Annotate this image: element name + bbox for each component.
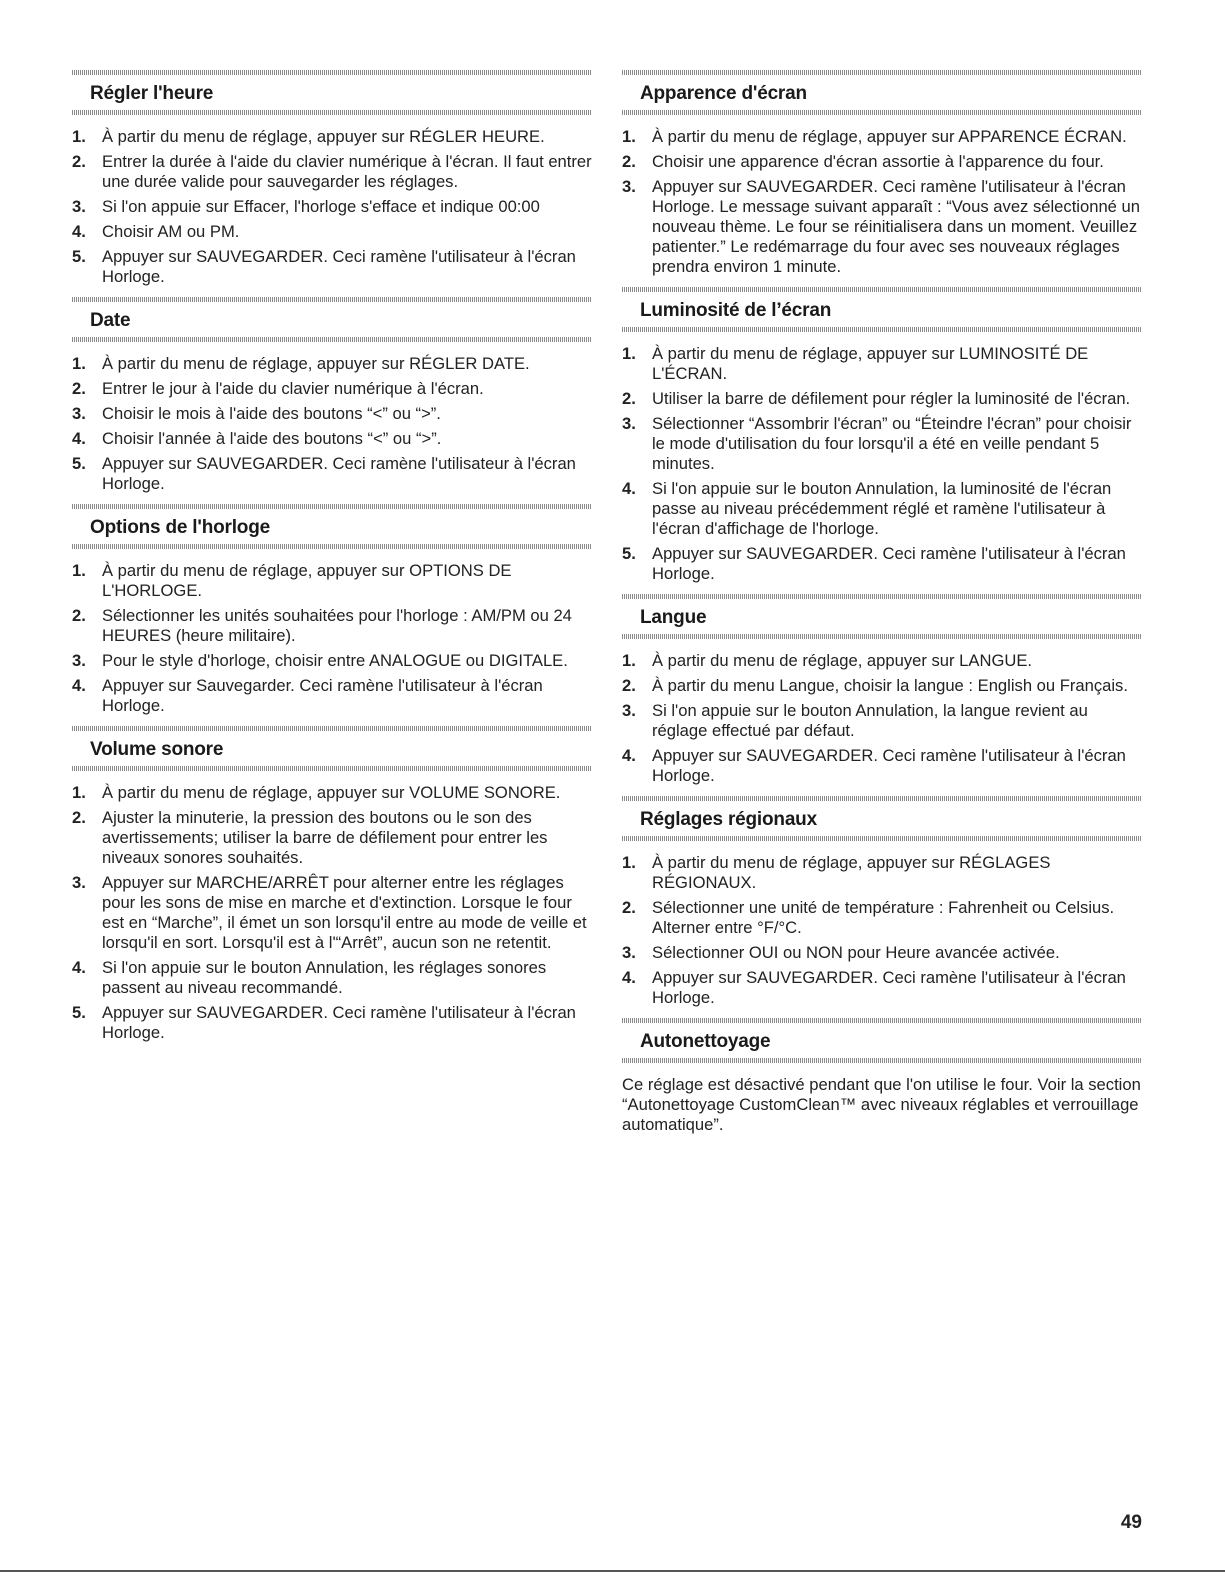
- step-number: 1.: [72, 561, 86, 580]
- step-text: Utiliser la barre de défilement pour régler la luminosité de l'écran.: [652, 389, 1131, 408]
- right-column: [622, 70, 1142, 1145]
- step-text: Appuyer sur SAUVEGARDER. Ceci ramène l'utilisateur à l'écran Horloge.: [102, 454, 576, 493]
- step-item: [72, 127, 592, 147]
- step-number: 3.: [72, 651, 86, 670]
- step-number: 4.: [622, 479, 636, 498]
- step-item: [72, 429, 592, 449]
- step-item: [622, 968, 1142, 1008]
- step-number: 4.: [72, 676, 86, 695]
- section-volume-sonore: [72, 726, 592, 1043]
- step-text: Entrer le jour à l'aide du clavier numérique à l'écran.: [102, 379, 484, 398]
- step-number: 3.: [622, 177, 636, 196]
- step-text: Ajuster la minuterie, la pression des boutons ou le son des avertissements; utiliser la barre de défilement pour entrer les niveaux sonores souhaités.: [102, 808, 548, 867]
- section-heading: Volume sonore: [90, 739, 224, 760]
- step-number: 5.: [72, 247, 86, 266]
- step-number: 2.: [72, 606, 86, 625]
- section-options-de-l-horloge: [72, 504, 592, 716]
- step-item: [72, 958, 592, 998]
- section-luminosite-de-l-ecran: [622, 287, 1142, 584]
- step-text: Appuyer sur SAUVEGARDER. Ceci ramène l'utilisateur à l'écran Horloge. Le message suivant apparaît : “Vous avez sélectionné un nouveau thème. Le four se réinitialisera dans un moment. Veuillez patienter.” Le redémarrage du four avec ses nouveaux réglages prendra environ 1 minute.: [652, 177, 1140, 276]
- section-heading: Réglages régionaux: [640, 809, 817, 830]
- section-regler-l-heure: [72, 70, 592, 287]
- step-item: [72, 354, 592, 374]
- section-autonettoyage: [622, 1018, 1142, 1135]
- step-text: Appuyer sur Sauvegarder. Ceci ramène l'utilisateur à l'écran Horloge.: [102, 676, 543, 715]
- step-item: [622, 853, 1142, 893]
- section-rule-bottom: [72, 337, 592, 342]
- steps-list: [622, 651, 1142, 786]
- step-number: 3.: [622, 414, 636, 433]
- section-heading: Autonettoyage: [640, 1031, 771, 1052]
- step-item: [72, 454, 592, 494]
- section-rule-bottom: [72, 766, 592, 771]
- step-text: À partir du menu de réglage, appuyer sur RÉGLAGES RÉGIONAUX.: [652, 853, 1051, 892]
- step-item: [72, 783, 592, 803]
- steps-list: [72, 561, 592, 716]
- step-number: 3.: [72, 873, 86, 892]
- step-item: [72, 247, 592, 287]
- step-text: À partir du menu de réglage, appuyer sur LUMINOSITÉ DE L'ÉCRAN.: [652, 344, 1089, 383]
- page-number: 49: [1120, 1512, 1142, 1533]
- steps-list: [72, 354, 592, 494]
- steps-list: [72, 127, 592, 287]
- step-item: [72, 561, 592, 601]
- step-item: [622, 898, 1142, 938]
- step-number: 3.: [622, 701, 636, 720]
- step-item: [622, 479, 1142, 539]
- section-rule-bottom: [72, 544, 592, 549]
- section-heading: Apparence d'écran: [640, 83, 807, 104]
- section-rule-bottom: [622, 836, 1142, 841]
- step-item: [622, 651, 1142, 671]
- step-item: [72, 1003, 592, 1043]
- step-item: [72, 606, 592, 646]
- step-item: [622, 544, 1142, 584]
- step-item: [72, 379, 592, 399]
- step-item: [622, 389, 1142, 409]
- step-number: 3.: [622, 943, 636, 962]
- step-text: Appuyer sur SAUVEGARDER. Ceci ramène l'utilisateur à l'écran Horloge.: [652, 968, 1126, 1007]
- section-heading: Régler l'heure: [90, 83, 214, 104]
- step-text: Choisir le mois à l'aide des boutons “<” ou “>”.: [102, 404, 441, 423]
- step-item: [72, 404, 592, 424]
- step-number: 2.: [72, 379, 86, 398]
- section-paragraph: Ce réglage est désactivé pendant que l'on utilise le four. Voir la section “Autonettoyage CustomClean™ avec niveaux réglables et verrouillage automatique”.: [622, 1075, 1141, 1134]
- step-text: Si l'on appuie sur Effacer, l'horloge s'efface et indique 00:00: [102, 197, 540, 216]
- step-item: [622, 414, 1142, 474]
- step-text: À partir du menu de réglage, appuyer sur LANGUE.: [652, 651, 1033, 670]
- section-heading: Options de l'horloge: [90, 517, 270, 538]
- section-rule-bottom: [622, 634, 1142, 639]
- section-heading: Date: [90, 310, 131, 331]
- step-item: [622, 676, 1142, 696]
- steps-list: [622, 127, 1142, 277]
- step-number: 3.: [72, 197, 86, 216]
- step-item: [72, 676, 592, 716]
- section-rule-bottom: [72, 110, 592, 115]
- step-item: [622, 943, 1142, 963]
- step-number: 5.: [72, 454, 86, 473]
- step-text: À partir du menu Langue, choisir la langue : English ou Français.: [652, 676, 1128, 695]
- step-text: À partir du menu de réglage, appuyer sur APPARENCE ÉCRAN.: [652, 127, 1127, 146]
- step-text: Appuyer sur SAUVEGARDER. Ceci ramène l'utilisateur à l'écran Horloge.: [652, 746, 1126, 785]
- step-number: 5.: [72, 1003, 86, 1022]
- step-text: Si l'on appuie sur le bouton Annulation, la luminosité de l'écran passe au niveau précédemment réglé et ramène l'utilisateur à l'écran d'affichage de l'horloge.: [652, 479, 1112, 538]
- step-item: [72, 651, 592, 671]
- step-text: Choisir une apparence d'écran assortie à l'apparence du four.: [652, 152, 1104, 171]
- step-text: À partir du menu de réglage, appuyer sur RÉGLER DATE.: [102, 354, 530, 373]
- step-number: 1.: [622, 127, 636, 146]
- step-number: 4.: [72, 958, 86, 977]
- step-text: Appuyer sur SAUVEGARDER. Ceci ramène l'utilisateur à l'écran Horloge.: [102, 1003, 576, 1042]
- step-item: [622, 127, 1142, 147]
- section-langue: [622, 594, 1142, 786]
- bottom-rule: [0, 1570, 1225, 1572]
- step-number: 1.: [72, 354, 86, 373]
- step-number: 2.: [622, 898, 636, 917]
- step-item: [72, 808, 592, 868]
- step-text: Pour le style d'horloge, choisir entre ANALOGUE ou DIGITALE.: [102, 651, 568, 670]
- step-item: [622, 152, 1142, 172]
- step-number: 5.: [622, 544, 636, 563]
- step-text: Appuyer sur SAUVEGARDER. Ceci ramène l'utilisateur à l'écran Horloge.: [652, 544, 1126, 583]
- step-text: Sélectionner “Assombrir l'écran” ou “Éteindre l'écran” pour choisir le mode d'utilisation du four lorsqu'il a été en veille pendant 5 minutes.: [652, 414, 1132, 473]
- steps-list: [72, 783, 592, 1043]
- step-number: 1.: [72, 783, 86, 802]
- step-number: 2.: [72, 152, 86, 171]
- step-text: Sélectionner une unité de température : Fahrenheit ou Celsius. Alterner entre °F/°C.: [652, 898, 1115, 937]
- step-text: Si l'on appuie sur le bouton Annulation, les réglages sonores passent au niveau recommandé.: [102, 958, 547, 997]
- step-text: Appuyer sur MARCHE/ARRÊT pour alterner entre les réglages pour les sons de mise en marche et d'extinction. Lorsque le four est en “Marche”, il émet un son lorsqu'il entre au mode de veille et lorsqu'il en sort. Lorsqu'il est à l'“Arrêt”, aucun son ne retentit.: [102, 873, 587, 952]
- step-text: À partir du menu de réglage, appuyer sur RÉGLER HEURE.: [102, 127, 545, 146]
- step-text: Entrer la durée à l'aide du clavier numérique à l'écran. Il faut entrer une durée valide pour sauvegarder les réglages.: [102, 152, 592, 191]
- step-item: [622, 177, 1142, 277]
- step-number: 4.: [622, 746, 636, 765]
- steps-list: [622, 853, 1142, 1008]
- step-number: 4.: [72, 222, 86, 241]
- step-number: 2.: [622, 676, 636, 695]
- step-text: Si l'on appuie sur le bouton Annulation, la langue revient au réglage effectué par défaut.: [652, 701, 1088, 740]
- section-date: [72, 297, 592, 494]
- step-number: 2.: [622, 389, 636, 408]
- step-text: Sélectionner les unités souhaitées pour l'horloge : AM/PM ou 24 HEURES (heure militaire).: [102, 606, 572, 645]
- step-item: [72, 873, 592, 953]
- section-heading: Langue: [640, 607, 707, 628]
- step-item: [72, 152, 592, 192]
- step-number: 3.: [72, 404, 86, 423]
- step-text: Sélectionner OUI ou NON pour Heure avancée activée.: [652, 943, 1060, 962]
- section-heading: Luminosité de l’écran: [640, 300, 832, 321]
- step-item: [72, 222, 592, 242]
- step-number: 1.: [622, 651, 636, 670]
- step-text: À partir du menu de réglage, appuyer sur VOLUME SONORE.: [102, 783, 561, 802]
- step-number: 2.: [72, 808, 86, 827]
- section-rule-bottom: [622, 1058, 1142, 1063]
- step-item: [622, 701, 1142, 741]
- steps-list: [622, 344, 1142, 584]
- step-text: À partir du menu de réglage, appuyer sur OPTIONS DE L'HORLOGE.: [102, 561, 512, 600]
- step-text: Appuyer sur SAUVEGARDER. Ceci ramène l'utilisateur à l'écran Horloge.: [102, 247, 576, 286]
- step-number: 1.: [72, 127, 86, 146]
- step-number: 1.: [622, 853, 636, 872]
- section-rule-bottom: [622, 110, 1142, 115]
- step-number: 4.: [622, 968, 636, 987]
- section-reglages-regionaux: [622, 796, 1142, 1008]
- section-rule-bottom: [622, 327, 1142, 332]
- step-text: Choisir l'année à l'aide des boutons “<” ou “>”.: [102, 429, 442, 448]
- left-column: [72, 70, 592, 1053]
- step-number: 2.: [622, 152, 636, 171]
- step-item: [72, 197, 592, 217]
- step-number: 4.: [72, 429, 86, 448]
- step-item: [622, 746, 1142, 786]
- section-apparence-d-ecran: [622, 70, 1142, 277]
- step-text: Choisir AM ou PM.: [102, 222, 240, 241]
- step-number: 1.: [622, 344, 636, 363]
- step-item: [622, 344, 1142, 384]
